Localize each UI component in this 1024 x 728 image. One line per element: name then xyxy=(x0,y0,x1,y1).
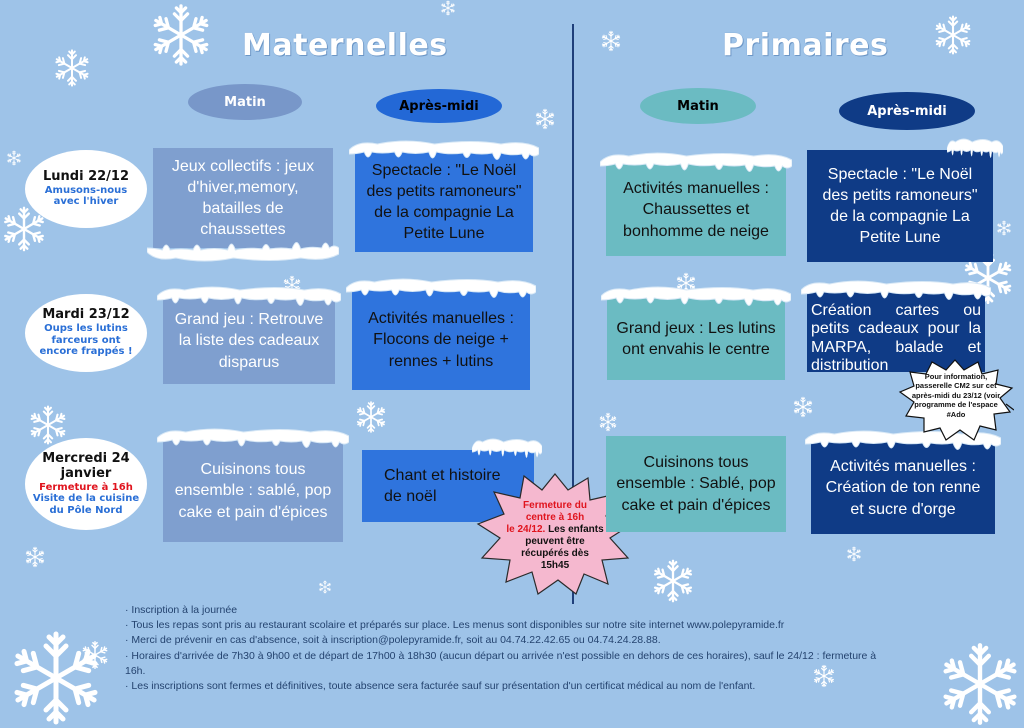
closing-line: récupérés dès xyxy=(521,548,589,559)
activity-mat-tue-aprem xyxy=(352,290,530,390)
activity-pri-tue-matin xyxy=(607,298,785,380)
section-title-primaires: Primaires xyxy=(722,28,889,63)
activity-pri-wed-matin xyxy=(606,436,786,532)
activity-mat-mon-matin xyxy=(153,148,333,248)
activity-text: Grand jeu : Retrouve la liste des cadeaux disparus xyxy=(174,311,324,371)
snowflake-icon xyxy=(936,640,1024,728)
info-line: #Ado xyxy=(946,409,966,419)
day-date: Lundi 22/12 xyxy=(42,169,129,185)
day-subtitle: farceurs ont xyxy=(51,334,121,346)
snow-decoration xyxy=(472,438,542,464)
info-line: passerelle CM2 sur cet xyxy=(915,381,997,391)
snowflake-icon xyxy=(932,14,974,56)
day-subtitle: du Pôle Nord xyxy=(49,504,123,516)
activity-mat-mon-aprem xyxy=(355,152,533,252)
section-title-maternelles: Maternelles xyxy=(242,28,448,63)
day-label-tuesday xyxy=(25,294,147,372)
closing-line: 15h45 xyxy=(540,560,570,571)
snowflake-icon xyxy=(354,400,388,434)
snowflake-icon xyxy=(24,546,46,568)
footer-line: · Inscription à la journée xyxy=(125,604,238,616)
snowflake-icon xyxy=(600,30,622,52)
day-date: Mercredi 24 xyxy=(42,450,130,466)
day-subtitle: Amusons-nous xyxy=(44,184,128,196)
snowflake-icon xyxy=(282,275,302,295)
activity-text: Création cartes ou petits cadeaux pour la MARPA, balade et distribution xyxy=(811,302,981,375)
activity-mat-wed-matin xyxy=(163,440,343,542)
header-mat-matin: Matin xyxy=(188,84,302,120)
day-subtitle: Visite de la cuisine xyxy=(32,493,140,505)
closing-line: centre à 16h xyxy=(525,512,585,523)
snowflake-icon xyxy=(996,220,1012,236)
activity-pri-mon-aprem xyxy=(807,150,993,262)
snow-decoration xyxy=(157,286,341,312)
snowflake-icon xyxy=(52,48,92,88)
activity-text: Cuisinons tous ensemble : Sablé, pop cake et pain d'épices xyxy=(616,454,776,514)
activity-text: Cuisinons tous ensemble : sablé, pop cake et pain d'épices xyxy=(174,461,332,521)
snowflake-icon xyxy=(534,108,556,130)
day-subtitle: avec l'hiver xyxy=(53,196,119,208)
day-date: Mardi 23/12 xyxy=(42,307,130,323)
activity-text: Activités manuelles : Flocons de neige + rennes + lutins xyxy=(368,310,514,370)
info-line: Pour information, xyxy=(924,372,988,381)
activity-text: Activités manuelles : Chaussettes et bonhomme de neige xyxy=(623,180,769,240)
activity-text: Grand jeux : Les lutins ont envahis le centre xyxy=(616,319,776,358)
activity-text: Chant et histoire de noël xyxy=(384,466,501,505)
snowflake-icon xyxy=(148,2,214,68)
footer-line: · Tous les repas sont pris au restaurant scolaire et préparés sur place. Les menus sont disponibles sur notre site internet www.polepyramide.fr xyxy=(125,619,785,632)
activity-text: Spectacle : "Le Noël des petits ramoneurs" de la compagnie La Petite Lune xyxy=(366,161,522,243)
footer-notes xyxy=(125,603,885,694)
info-notice xyxy=(910,372,1002,419)
snowflake-icon xyxy=(598,412,618,432)
activity-text: Spectacle : "Le Noël des petits ramoneurs" de la compagnie La Petite Lune xyxy=(822,165,978,247)
snowflake-icon xyxy=(440,0,456,16)
closing-line: le 24/12. xyxy=(506,524,546,535)
day-subtitle: encore frappés ! xyxy=(39,346,133,358)
snow-decoration xyxy=(600,152,792,178)
footer-line: · Horaires d'arrivée de 7h30 à 9h00 et de départ de 17h00 à 18h30 (aucun départ ou arrivée n'est possible en dehors de ces horaires), sauf le 24/12 : fermeture à 16h. xyxy=(125,649,877,677)
day-label-monday xyxy=(25,150,147,228)
snowflake-icon xyxy=(318,580,332,594)
snow-decoration xyxy=(157,428,349,454)
closing-line: Fermeture du xyxy=(523,500,587,511)
snow-decoration xyxy=(947,138,1003,164)
info-line: programme de l'espace xyxy=(914,400,998,410)
snowflake-icon xyxy=(6,150,22,166)
closing-line: Les enfants xyxy=(548,524,604,535)
activity-text: Activités manuelles : Création de ton renne et sucre d'orge xyxy=(825,458,981,518)
day-label-wednesday xyxy=(25,438,147,530)
footer-line: · Les inscriptions sont fermes et définitives, toute absence sera facturée sauf sur présentation d'un certificat médical au nom de l'enfant. xyxy=(125,680,756,693)
info-line: après-midi du 23/12 (voir xyxy=(911,390,1001,400)
day-closing: Fermeture à 16h xyxy=(39,481,133,493)
header-pri-aprem: Après-midi xyxy=(839,92,975,130)
footer-line: · Merci de prévenir en cas d'absence, soit à inscription@polepyramide.fr, soit au 04.74.22.42.65 ou 04.74.24.28.88. xyxy=(125,634,661,647)
activity-text: Jeux collectifs : jeux d'hiver,memory, batailles de chaussettes xyxy=(171,157,315,239)
snowflake-icon xyxy=(650,558,696,604)
snow-decoration xyxy=(346,278,536,304)
snowflake-icon xyxy=(846,546,862,562)
snowflake-icon xyxy=(792,396,814,418)
snowflake-icon xyxy=(27,404,69,446)
closing-notice xyxy=(496,500,614,572)
activity-pri-mon-matin xyxy=(606,164,786,256)
day-subtitle: Oups les lutins xyxy=(44,323,128,335)
activity-mat-tue-matin xyxy=(163,298,335,384)
snowflake-icon xyxy=(675,272,697,294)
header-mat-aprem: Après-midi xyxy=(376,89,502,123)
activity-pri-wed-aprem xyxy=(811,442,995,534)
day-date: janvier xyxy=(60,465,112,481)
header-pri-matin: Matin xyxy=(640,88,756,124)
closing-line: peuvent être xyxy=(525,536,585,547)
snowflake-icon xyxy=(80,640,110,670)
